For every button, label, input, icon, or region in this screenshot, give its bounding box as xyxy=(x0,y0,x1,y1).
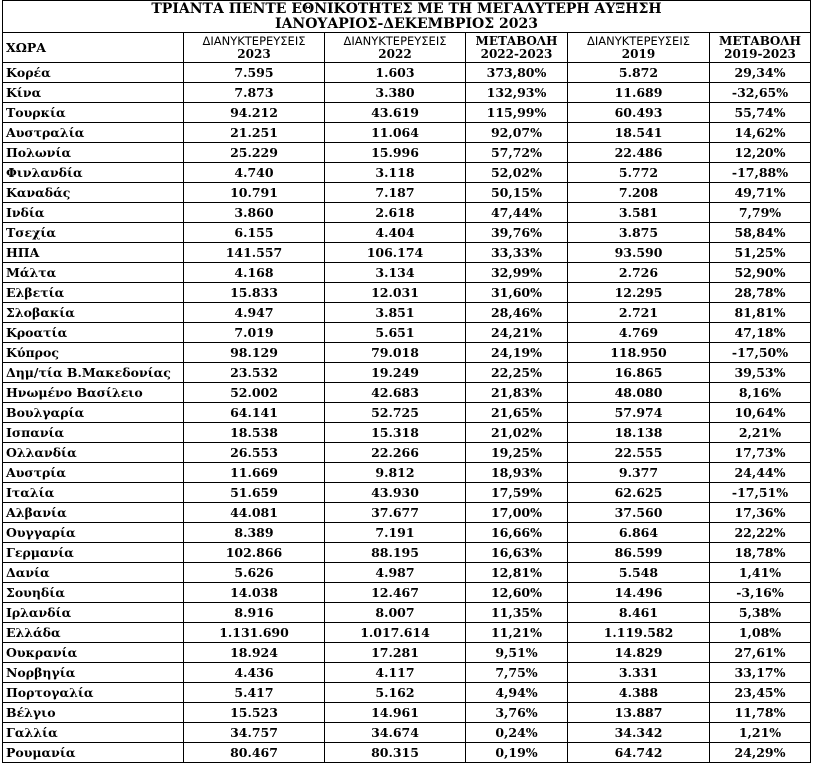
cell-stays-2023: 52.002 xyxy=(184,383,325,403)
table-row xyxy=(3,463,811,483)
cell-change-2022-2023: 19,25% xyxy=(466,443,568,463)
cell-stays-2019: 22.555 xyxy=(568,443,710,463)
cell-stays-2023: 18.538 xyxy=(184,423,325,443)
cell-change-2019-2023: 52,90% xyxy=(710,263,811,283)
cell-change-2022-2023: 33,33% xyxy=(466,243,568,263)
cell-country: Νορβηγία xyxy=(3,663,184,683)
cell-country: Κορέα xyxy=(3,63,184,83)
cell-stays-2022: 1.017.614 xyxy=(325,623,466,643)
cell-stays-2019: 3.875 xyxy=(568,223,710,243)
cell-stays-2023: 26.553 xyxy=(184,443,325,463)
table-row xyxy=(3,563,811,583)
cell-change-2022-2023: 57,72% xyxy=(466,143,568,163)
cell-stays-2022: 12.467 xyxy=(325,583,466,603)
cell-change-2022-2023: 3,76% xyxy=(466,703,568,723)
cell-change-2022-2023: 39,76% xyxy=(466,223,568,243)
cell-stays-2022: 8.007 xyxy=(325,603,466,623)
cell-stays-2019: 37.560 xyxy=(568,503,710,523)
table-row xyxy=(3,483,811,503)
table-row xyxy=(3,623,811,643)
cell-stays-2019: 3.581 xyxy=(568,203,710,223)
cell-change-2019-2023: 24,44% xyxy=(710,463,811,483)
table-row xyxy=(3,63,811,83)
cell-stays-2022: 15.318 xyxy=(325,423,466,443)
table-body xyxy=(3,63,811,763)
cell-stays-2022: 34.674 xyxy=(325,723,466,743)
table-row xyxy=(3,263,811,283)
cell-stays-2022: 42.683 xyxy=(325,383,466,403)
cell-stays-2023: 141.557 xyxy=(184,243,325,263)
cell-change-2022-2023: 17,00% xyxy=(466,503,568,523)
cell-country: Φινλανδία xyxy=(3,163,184,183)
cell-stays-2022: 9.812 xyxy=(325,463,466,483)
cell-change-2022-2023: 24,19% xyxy=(466,343,568,363)
cell-stays-2022: 11.064 xyxy=(325,123,466,143)
cell-stays-2019: 22.486 xyxy=(568,143,710,163)
cell-change-2022-2023: 50,15% xyxy=(466,183,568,203)
cell-country: Ρουμανία xyxy=(3,743,184,763)
cell-stays-2022: 4.404 xyxy=(325,223,466,243)
cell-stays-2023: 4.740 xyxy=(184,163,325,183)
table-row xyxy=(3,403,811,423)
cell-change-2019-2023: 11,78% xyxy=(710,703,811,723)
header-stays-2022-year: 2022 xyxy=(378,46,412,61)
cell-change-2022-2023: 17,59% xyxy=(466,483,568,503)
cell-stays-2019: 64.742 xyxy=(568,743,710,763)
cell-country: Ελλάδα xyxy=(3,623,184,643)
cell-change-2019-2023: -17,50% xyxy=(710,343,811,363)
header-change-2019-2023-label: ΜΕΤΑΒΟΛΗ xyxy=(719,33,801,48)
cell-country: Γερμανία xyxy=(3,543,184,563)
cell-stays-2022: 106.174 xyxy=(325,243,466,263)
cell-stays-2019: 93.590 xyxy=(568,243,710,263)
cell-stays-2019: 6.864 xyxy=(568,523,710,543)
title-row xyxy=(3,1,811,33)
cell-change-2019-2023: 27,61% xyxy=(710,643,811,663)
cell-change-2019-2023: 17,36% xyxy=(710,503,811,523)
cell-change-2022-2023: 12,81% xyxy=(466,563,568,583)
cell-stays-2023: 7.019 xyxy=(184,323,325,343)
cell-stays-2019: 2.726 xyxy=(568,263,710,283)
cell-country: Ουκρανία xyxy=(3,643,184,663)
cell-stays-2023: 6.155 xyxy=(184,223,325,243)
cell-change-2019-2023: 12,20% xyxy=(710,143,811,163)
cell-stays-2019: 4.769 xyxy=(568,323,710,343)
cell-stays-2019: 5.772 xyxy=(568,163,710,183)
cell-country: Γαλλία xyxy=(3,723,184,743)
cell-country: Ολλανδία xyxy=(3,443,184,463)
cell-change-2019-2023: 14,62% xyxy=(710,123,811,143)
cell-stays-2022: 43.930 xyxy=(325,483,466,503)
table-row xyxy=(3,703,811,723)
cell-change-2019-2023: 8,16% xyxy=(710,383,811,403)
table-row xyxy=(3,343,811,363)
cell-stays-2022: 3.380 xyxy=(325,83,466,103)
cell-change-2019-2023: 39,53% xyxy=(710,363,811,383)
cell-change-2022-2023: 47,44% xyxy=(466,203,568,223)
cell-country: Ελβετία xyxy=(3,283,184,303)
cell-change-2022-2023: 373,80% xyxy=(466,63,568,83)
cell-change-2019-2023: 18,78% xyxy=(710,543,811,563)
cell-stays-2023: 34.757 xyxy=(184,723,325,743)
cell-stays-2022: 14.961 xyxy=(325,703,466,723)
cell-stays-2022: 15.996 xyxy=(325,143,466,163)
cell-change-2019-2023: -32,65% xyxy=(710,83,811,103)
cell-country: Τσεχία xyxy=(3,223,184,243)
cell-change-2022-2023: 4,94% xyxy=(466,683,568,703)
cell-stays-2022: 79.018 xyxy=(325,343,466,363)
cell-country: Δημ/τία Β.Μακεδονίας xyxy=(3,363,184,383)
cell-country: Βέλγιο xyxy=(3,703,184,723)
table-row xyxy=(3,83,811,103)
cell-stays-2023: 64.141 xyxy=(184,403,325,423)
cell-change-2019-2023: 2,21% xyxy=(710,423,811,443)
cell-stays-2019: 11.689 xyxy=(568,83,710,103)
cell-stays-2019: 62.625 xyxy=(568,483,710,503)
cell-country: Κίνα xyxy=(3,83,184,103)
table-row xyxy=(3,323,811,343)
cell-stays-2019: 7.208 xyxy=(568,183,710,203)
cell-country: Ισπανία xyxy=(3,423,184,443)
table-row xyxy=(3,383,811,403)
cell-stays-2023: 98.129 xyxy=(184,343,325,363)
cell-stays-2023: 3.860 xyxy=(184,203,325,223)
cell-stays-2023: 21.251 xyxy=(184,123,325,143)
cell-country: Ιρλανδία xyxy=(3,603,184,623)
table-row xyxy=(3,723,811,743)
header-change-2022-2023-label: ΜΕΤΑΒΟΛΗ xyxy=(475,33,558,48)
cell-stays-2023: 7.595 xyxy=(184,63,325,83)
cell-change-2022-2023: 12,60% xyxy=(466,583,568,603)
cell-stays-2023: 5.626 xyxy=(184,563,325,583)
document-page xyxy=(2,0,811,763)
cell-change-2019-2023: 23,45% xyxy=(710,683,811,703)
cell-change-2019-2023: 7,79% xyxy=(710,203,811,223)
cell-stays-2023: 51.659 xyxy=(184,483,325,503)
cell-stays-2019: 34.342 xyxy=(568,723,710,743)
cell-stays-2023: 10.791 xyxy=(184,183,325,203)
cell-stays-2019: 9.377 xyxy=(568,463,710,483)
cell-stays-2023: 25.229 xyxy=(184,143,325,163)
cell-stays-2023: 11.669 xyxy=(184,463,325,483)
table-row xyxy=(3,303,811,323)
table-title-line2: ΙΑΝΟΥΑΡΙΟΣ-ΔΕΚΕΜΒΡΙΟΣ 2023 xyxy=(275,15,538,32)
cell-change-2022-2023: 16,66% xyxy=(466,523,568,543)
cell-stays-2019: 14.496 xyxy=(568,583,710,603)
header-stays-2022 xyxy=(325,33,466,63)
cell-change-2022-2023: 9,51% xyxy=(466,643,568,663)
table-row xyxy=(3,143,811,163)
cell-country: Μάλτα xyxy=(3,263,184,283)
cell-change-2022-2023: 28,46% xyxy=(466,303,568,323)
cell-stays-2022: 1.603 xyxy=(325,63,466,83)
cell-country: Βουλγαρία xyxy=(3,403,184,423)
cell-stays-2023: 4.947 xyxy=(184,303,325,323)
header-stays-2019 xyxy=(568,33,710,63)
cell-change-2019-2023: 1,21% xyxy=(710,723,811,743)
cell-change-2022-2023: 21,83% xyxy=(466,383,568,403)
table-title xyxy=(3,1,811,33)
cell-country: Τουρκία xyxy=(3,103,184,123)
cell-stays-2022: 7.191 xyxy=(325,523,466,543)
cell-country: Κύπρος xyxy=(3,343,184,363)
header-change-2022-2023 xyxy=(466,33,568,63)
cell-stays-2019: 118.950 xyxy=(568,343,710,363)
cell-change-2019-2023: 33,17% xyxy=(710,663,811,683)
cell-stays-2023: 15.833 xyxy=(184,283,325,303)
cell-change-2022-2023: 18,93% xyxy=(466,463,568,483)
cell-change-2019-2023: 49,71% xyxy=(710,183,811,203)
cell-stays-2019: 18.138 xyxy=(568,423,710,443)
cell-change-2019-2023: 58,84% xyxy=(710,223,811,243)
cell-change-2022-2023: 0,24% xyxy=(466,723,568,743)
cell-change-2019-2023: 10,64% xyxy=(710,403,811,423)
cell-stays-2023: 44.081 xyxy=(184,503,325,523)
table-row xyxy=(3,243,811,263)
cell-stays-2019: 3.331 xyxy=(568,663,710,683)
cell-stays-2023: 102.866 xyxy=(184,543,325,563)
cell-stays-2022: 7.187 xyxy=(325,183,466,203)
cell-country: Ηνωμένο Βασίλειο xyxy=(3,383,184,403)
cell-stays-2023: 1.131.690 xyxy=(184,623,325,643)
cell-stays-2022: 5.162 xyxy=(325,683,466,703)
cell-stays-2023: 4.436 xyxy=(184,663,325,683)
header-stays-2022-label: ΔΙΑΝΥΚΤΕΡΕΥΣΕΙΣ xyxy=(343,33,447,48)
cell-country: Αυστρία xyxy=(3,463,184,483)
cell-country: Ουγγαρία xyxy=(3,523,184,543)
cell-change-2022-2023: 92,07% xyxy=(466,123,568,143)
cell-change-2022-2023: 16,63% xyxy=(466,543,568,563)
cell-country: Καναδάς xyxy=(3,183,184,203)
cell-change-2019-2023: 28,78% xyxy=(710,283,811,303)
cell-stays-2019: 60.493 xyxy=(568,103,710,123)
table-row xyxy=(3,503,811,523)
cell-change-2022-2023: 7,75% xyxy=(466,663,568,683)
table-row xyxy=(3,363,811,383)
table-row xyxy=(3,743,811,763)
header-stays-2023-label: ΔΙΑΝΥΚΤΕΡΕΥΣΕΙΣ xyxy=(202,33,306,48)
table-row xyxy=(3,603,811,623)
cell-stays-2022: 43.619 xyxy=(325,103,466,123)
cell-stays-2022: 3.851 xyxy=(325,303,466,323)
header-stays-2019-year: 2019 xyxy=(621,46,656,61)
table-row xyxy=(3,443,811,463)
cell-stays-2023: 5.417 xyxy=(184,683,325,703)
cell-stays-2022: 52.725 xyxy=(325,403,466,423)
cell-change-2022-2023: 31,60% xyxy=(466,283,568,303)
cell-stays-2019: 5.872 xyxy=(568,63,710,83)
cell-stays-2019: 13.887 xyxy=(568,703,710,723)
cell-change-2019-2023: 24,29% xyxy=(710,743,811,763)
cell-stays-2023: 8.916 xyxy=(184,603,325,623)
statistics-table xyxy=(2,0,811,763)
table-title-line1: ΤΡΙΑΝΤΑ ΠΕΝΤΕ ΕΘΝΙΚΟΤΗΤΕΣ ΜΕ ΤΗ ΜΕΓΑΛΥΤΕΡΗ ΑΥΞΗΣΗ xyxy=(151,0,662,17)
cell-stays-2022: 5.651 xyxy=(325,323,466,343)
header-country: ΧΩΡΑ xyxy=(3,33,184,63)
cell-change-2022-2023: 11,35% xyxy=(466,603,568,623)
cell-change-2022-2023: 52,02% xyxy=(466,163,568,183)
cell-stays-2022: 22.266 xyxy=(325,443,466,463)
cell-change-2022-2023: 11,21% xyxy=(466,623,568,643)
cell-stays-2023: 18.924 xyxy=(184,643,325,663)
table-row xyxy=(3,523,811,543)
cell-change-2022-2023: 21,65% xyxy=(466,403,568,423)
cell-change-2019-2023: 1,41% xyxy=(710,563,811,583)
cell-change-2022-2023: 24,21% xyxy=(466,323,568,343)
cell-change-2022-2023: 21,02% xyxy=(466,423,568,443)
cell-change-2019-2023: 81,81% xyxy=(710,303,811,323)
cell-stays-2022: 37.677 xyxy=(325,503,466,523)
header-change-2019-2023 xyxy=(710,33,811,63)
cell-change-2019-2023: 51,25% xyxy=(710,243,811,263)
table-row xyxy=(3,423,811,443)
cell-change-2019-2023: 29,34% xyxy=(710,63,811,83)
cell-stays-2023: 80.467 xyxy=(184,743,325,763)
header-change-2022-2023-years: 2022-2023 xyxy=(480,46,553,61)
cell-change-2019-2023: 55,74% xyxy=(710,103,811,123)
header-stays-2019-label: ΔΙΑΝΥΚΤΕΡΕΥΣΕΙΣ xyxy=(586,33,690,48)
cell-stays-2023: 7.873 xyxy=(184,83,325,103)
cell-stays-2023: 14.038 xyxy=(184,583,325,603)
header-stays-2023 xyxy=(184,33,325,63)
cell-change-2019-2023: 5,38% xyxy=(710,603,811,623)
cell-country: Πολωνία xyxy=(3,143,184,163)
cell-stays-2019: 12.295 xyxy=(568,283,710,303)
cell-country: Πορτογαλία xyxy=(3,683,184,703)
cell-country: Δανία xyxy=(3,563,184,583)
cell-change-2019-2023: -17,51% xyxy=(710,483,811,503)
cell-country: Κροατία xyxy=(3,323,184,343)
cell-stays-2019: 1.119.582 xyxy=(568,623,710,643)
cell-change-2019-2023: 22,22% xyxy=(710,523,811,543)
cell-stays-2019: 86.599 xyxy=(568,543,710,563)
cell-country: Ιταλία xyxy=(3,483,184,503)
cell-stays-2019: 14.829 xyxy=(568,643,710,663)
cell-country: ΗΠΑ xyxy=(3,243,184,263)
cell-stays-2019: 8.461 xyxy=(568,603,710,623)
cell-change-2022-2023: 115,99% xyxy=(466,103,568,123)
cell-change-2019-2023: 17,73% xyxy=(710,443,811,463)
cell-change-2022-2023: 32,99% xyxy=(466,263,568,283)
cell-stays-2023: 4.168 xyxy=(184,263,325,283)
header-change-2019-2023-years: 2019-2023 xyxy=(724,46,796,61)
cell-stays-2023: 8.389 xyxy=(184,523,325,543)
cell-stays-2019: 48.080 xyxy=(568,383,710,403)
cell-change-2022-2023: 0,19% xyxy=(466,743,568,763)
cell-country: Σλοβακία xyxy=(3,303,184,323)
cell-change-2019-2023: 1,08% xyxy=(710,623,811,643)
cell-stays-2022: 4.987 xyxy=(325,563,466,583)
cell-stays-2019: 5.548 xyxy=(568,563,710,583)
cell-stays-2022: 12.031 xyxy=(325,283,466,303)
cell-change-2022-2023: 22,25% xyxy=(466,363,568,383)
cell-stays-2023: 15.523 xyxy=(184,703,325,723)
table-row xyxy=(3,163,811,183)
cell-country: Ινδία xyxy=(3,203,184,223)
cell-stays-2019: 16.865 xyxy=(568,363,710,383)
cell-stays-2019: 2.721 xyxy=(568,303,710,323)
cell-country: Αλβανία xyxy=(3,503,184,523)
cell-change-2019-2023: 47,18% xyxy=(710,323,811,343)
table-row xyxy=(3,103,811,123)
cell-change-2019-2023: -3,16% xyxy=(710,583,811,603)
cell-change-2022-2023: 132,93% xyxy=(466,83,568,103)
table-row xyxy=(3,663,811,683)
cell-stays-2022: 19.249 xyxy=(325,363,466,383)
cell-stays-2023: 23.532 xyxy=(184,363,325,383)
table-row xyxy=(3,683,811,703)
table-row xyxy=(3,643,811,663)
cell-stays-2019: 18.541 xyxy=(568,123,710,143)
table-row xyxy=(3,223,811,243)
table-row xyxy=(3,583,811,603)
cell-stays-2022: 4.117 xyxy=(325,663,466,683)
cell-stays-2022: 2.618 xyxy=(325,203,466,223)
table-row xyxy=(3,183,811,203)
header-row xyxy=(3,33,811,63)
cell-stays-2022: 17.281 xyxy=(325,643,466,663)
header-stays-2023-year: 2023 xyxy=(237,46,271,61)
cell-stays-2019: 4.388 xyxy=(568,683,710,703)
table-row xyxy=(3,123,811,143)
table-row xyxy=(3,203,811,223)
table-row xyxy=(3,543,811,563)
cell-stays-2019: 57.974 xyxy=(568,403,710,423)
cell-stays-2022: 3.134 xyxy=(325,263,466,283)
cell-country: Αυστραλία xyxy=(3,123,184,143)
cell-stays-2022: 88.195 xyxy=(325,543,466,563)
cell-change-2019-2023: -17,88% xyxy=(710,163,811,183)
table-row xyxy=(3,283,811,303)
cell-stays-2023: 94.212 xyxy=(184,103,325,123)
cell-country: Σουηδία xyxy=(3,583,184,603)
cell-stays-2022: 80.315 xyxy=(325,743,466,763)
cell-stays-2022: 3.118 xyxy=(325,163,466,183)
